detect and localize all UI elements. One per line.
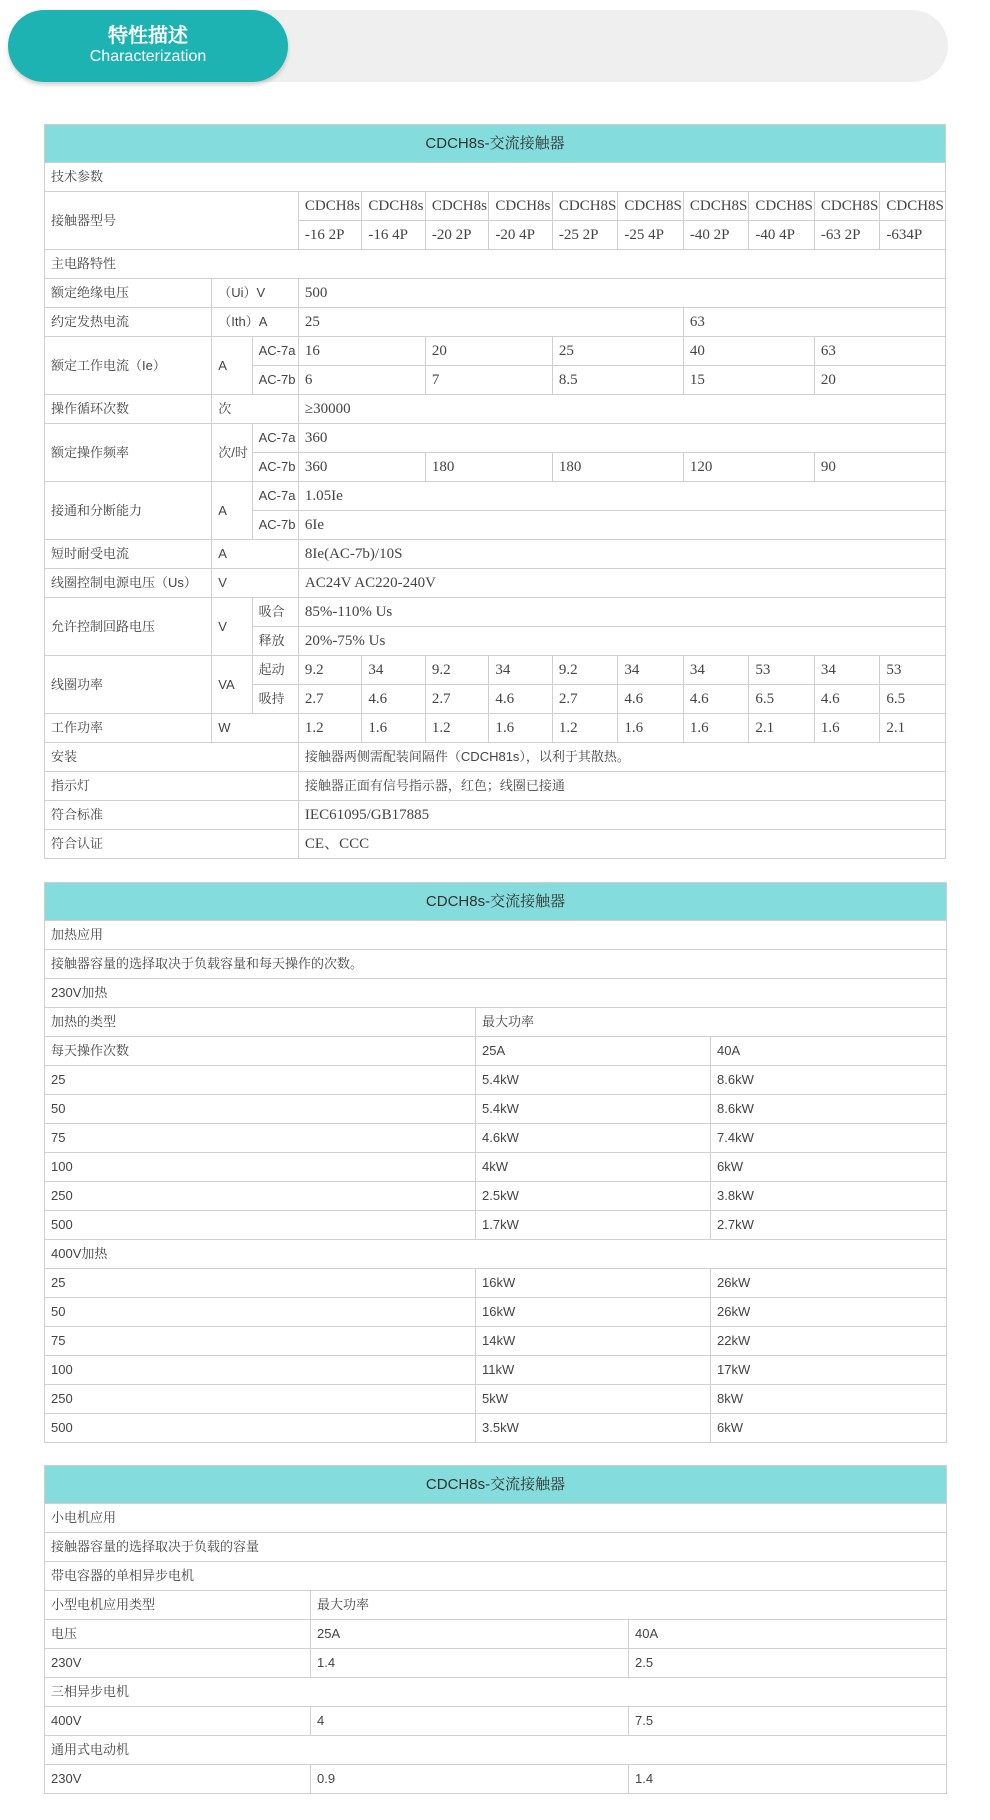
- column-header: 40A: [711, 1037, 947, 1066]
- param-value: 1.6: [683, 714, 749, 743]
- param-label: 约定发热电流: [45, 308, 212, 337]
- param-unit: A: [212, 540, 299, 569]
- table-cell: 7.5: [629, 1707, 947, 1736]
- table-row: [45, 1211, 947, 1240]
- table-row: [45, 743, 946, 772]
- param-unit: （Ui）V: [212, 279, 299, 308]
- param-unit: VA: [212, 656, 252, 714]
- table-row: [45, 598, 946, 627]
- model-cell: -20 2P: [425, 221, 488, 250]
- param-label: 安装: [45, 743, 299, 772]
- table-row: [45, 279, 946, 308]
- param-label: 额定绝缘电压: [45, 279, 212, 308]
- table-row: [45, 1066, 947, 1095]
- table-row: [45, 569, 946, 598]
- section-title-en: Characterization: [89, 48, 207, 65]
- table-row: [45, 1153, 947, 1182]
- table-row: [45, 1385, 947, 1414]
- table-cell: 75: [45, 1327, 476, 1356]
- param-value: 20: [425, 337, 552, 366]
- param-value: 6.5: [880, 685, 946, 714]
- model-cell: CDCH8S: [683, 192, 749, 221]
- table-row: [45, 1678, 947, 1707]
- table-cell: 26kW: [711, 1298, 947, 1327]
- param-label: 操作循环次数: [45, 395, 212, 424]
- table-row: [45, 1124, 947, 1153]
- table-row: [45, 1182, 947, 1211]
- param-value: 6: [298, 366, 425, 395]
- model-cell: CDCH8S: [880, 192, 946, 221]
- table-cell: 500: [45, 1414, 476, 1443]
- table-cell: 14kW: [476, 1327, 711, 1356]
- param-value: 6.5: [749, 685, 815, 714]
- param-value: 9.2: [298, 656, 361, 685]
- section-label: 230V加热: [45, 979, 947, 1008]
- param-value: 2.1: [749, 714, 815, 743]
- param-value: 63: [814, 337, 945, 366]
- table-row: [45, 801, 946, 830]
- table-title-row: [45, 125, 946, 163]
- model-cell: CDCH8S: [814, 192, 880, 221]
- table-row: [45, 337, 946, 366]
- table-cell: 2.5kW: [476, 1182, 711, 1211]
- param-label: 接通和分断能力: [45, 482, 212, 540]
- table-row: [45, 395, 946, 424]
- table-cell: 8.6kW: [711, 1095, 947, 1124]
- column-header: 最大功率: [311, 1591, 947, 1620]
- table-cell: 500: [45, 1211, 476, 1240]
- section-label: 小电机应用: [45, 1504, 947, 1533]
- param-value: 1.6: [814, 714, 880, 743]
- param-value: 34: [362, 656, 425, 685]
- param-value: 2.7: [425, 685, 488, 714]
- section-label: 加热应用: [45, 921, 947, 950]
- section-label: 400V加热: [45, 1240, 947, 1269]
- model-cell: -40 4P: [749, 221, 815, 250]
- table-cell: 26kW: [711, 1269, 947, 1298]
- param-value: 9.2: [552, 656, 618, 685]
- model-cell: CDCH8s: [489, 192, 552, 221]
- table-row: [45, 1620, 947, 1649]
- table-cell: 0.9: [311, 1765, 629, 1794]
- table-row: [45, 830, 946, 859]
- param-value: 63: [683, 308, 945, 337]
- table-row: [45, 1240, 947, 1269]
- model-cell: CDCH8s: [425, 192, 488, 221]
- table-cell: 7.4kW: [711, 1124, 947, 1153]
- table-cell: 100: [45, 1153, 476, 1182]
- table-cell: 6kW: [711, 1153, 947, 1182]
- table-cell: 50: [45, 1298, 476, 1327]
- param-value: 34: [489, 656, 552, 685]
- table-cell: 75: [45, 1124, 476, 1153]
- table-cell: 4.6kW: [476, 1124, 711, 1153]
- table-title-row: [45, 883, 947, 921]
- param-value: 360: [298, 453, 425, 482]
- param-label: 额定工作电流（Ie）: [45, 337, 212, 395]
- table-cell: 1.4: [629, 1765, 947, 1794]
- category-label: 起动: [252, 656, 298, 685]
- param-value: 20%-75% Us: [298, 627, 945, 656]
- param-value: 85%-110% Us: [298, 598, 945, 627]
- param-value: 4.6: [362, 685, 425, 714]
- category-label: AC-7b: [252, 511, 298, 540]
- table-cell: 6kW: [711, 1414, 947, 1443]
- table-cell: 5kW: [476, 1385, 711, 1414]
- model-cell: -25 2P: [552, 221, 618, 250]
- table-row: [45, 1008, 947, 1037]
- param-value: 接触器两侧需配装间隔件（CDCH81s），以利于其散热。: [298, 743, 945, 772]
- param-value: 40: [683, 337, 814, 366]
- param-label: 线圈控制电源电压（Us）: [45, 569, 212, 598]
- table-row: [45, 1765, 947, 1794]
- param-value: 15: [683, 366, 814, 395]
- param-value: 4.6: [618, 685, 684, 714]
- column-header: 40A: [629, 1620, 947, 1649]
- param-value: 34: [683, 656, 749, 685]
- section-title-zh: 特性描述: [108, 23, 188, 47]
- table-cell: 1.7kW: [476, 1211, 711, 1240]
- param-value: 4.6: [814, 685, 880, 714]
- column-header: 25A: [476, 1037, 711, 1066]
- model-cell: -20 4P: [489, 221, 552, 250]
- table-cell: 8.6kW: [711, 1066, 947, 1095]
- param-value: 6Ie: [298, 511, 945, 540]
- param-value: 1.6: [362, 714, 425, 743]
- category-label: AC-7a: [252, 424, 298, 453]
- param-value: 接触器正面有信号指示器，红色；线圈已接通: [298, 772, 945, 801]
- param-value: 7: [425, 366, 552, 395]
- table-row: [45, 1736, 947, 1765]
- section-title-pill: [8, 10, 288, 82]
- table-row: [45, 1327, 947, 1356]
- table-row: [45, 1707, 947, 1736]
- param-label: 允许控制回路电压: [45, 598, 212, 656]
- table-cell: 50: [45, 1095, 476, 1124]
- param-value: 9.2: [425, 656, 488, 685]
- table-row: [45, 424, 946, 453]
- table-cell: 2.5: [629, 1649, 947, 1678]
- section-label: 主电路特性: [45, 250, 946, 279]
- category-label: AC-7a: [252, 482, 298, 511]
- section-label: 三相异步电机: [45, 1678, 947, 1707]
- table-cell: 5.4kW: [476, 1095, 711, 1124]
- param-value: 2.7: [552, 685, 618, 714]
- param-value: 2.1: [880, 714, 946, 743]
- table-row: [45, 163, 946, 192]
- table-row: [45, 192, 946, 221]
- model-cell: -40 2P: [683, 221, 749, 250]
- param-value: 1.2: [552, 714, 618, 743]
- table-cell: 230V: [45, 1765, 311, 1794]
- table-title: CDCH8s-交流接触器: [45, 1466, 947, 1504]
- param-value: 500: [298, 279, 945, 308]
- column-header: 25A: [311, 1620, 629, 1649]
- param-value: 180: [425, 453, 552, 482]
- param-unit: 次: [212, 395, 299, 424]
- table-row: [45, 482, 946, 511]
- param-value: 90: [814, 453, 945, 482]
- table-row: [45, 921, 947, 950]
- param-unit: V: [212, 598, 252, 656]
- table-cell: 2.7kW: [711, 1211, 947, 1240]
- table-cell: 4kW: [476, 1153, 711, 1182]
- table-row: [45, 1269, 947, 1298]
- table-title: CDCH8s-交流接触器: [45, 125, 946, 163]
- param-value: 16: [298, 337, 425, 366]
- table-row: [45, 1298, 947, 1327]
- table-cell: 3.5kW: [476, 1414, 711, 1443]
- param-label: 符合认证: [45, 830, 299, 859]
- spec-table-motor: [44, 1465, 947, 1794]
- param-value: 8Ie(AC-7b)/10S: [298, 540, 945, 569]
- note-text: 接触器容量的选择取决于负载容量和每天操作的次数。: [45, 950, 947, 979]
- param-value: 34: [814, 656, 880, 685]
- param-value: 120: [683, 453, 814, 482]
- param-label: 线圈功率: [45, 656, 212, 714]
- table-cell: 1.4: [311, 1649, 629, 1678]
- table-cell: 8kW: [711, 1385, 947, 1414]
- table-row: [45, 656, 946, 685]
- table-row: [45, 540, 946, 569]
- table-row: [45, 308, 946, 337]
- param-label: 指示灯: [45, 772, 299, 801]
- param-value: 4.6: [489, 685, 552, 714]
- param-unit: W: [212, 714, 299, 743]
- param-value: 180: [552, 453, 683, 482]
- category-label: 释放: [252, 627, 298, 656]
- param-value: 360: [298, 424, 945, 453]
- table-row: [45, 1649, 947, 1678]
- table-cell: 16kW: [476, 1269, 711, 1298]
- table-cell: 4: [311, 1707, 629, 1736]
- table-title: CDCH8s-交流接触器: [45, 883, 947, 921]
- category-label: 吸合: [252, 598, 298, 627]
- model-cell: -16 2P: [298, 221, 361, 250]
- table-row: [45, 1037, 947, 1066]
- param-unit: V: [212, 569, 299, 598]
- table-title-row: [45, 1466, 947, 1504]
- category-label: 吸持: [252, 685, 298, 714]
- table-cell: 25: [45, 1269, 476, 1298]
- table-row: [45, 1356, 947, 1385]
- param-value: 25: [298, 308, 683, 337]
- param-value: 25: [552, 337, 683, 366]
- table-cell: 16kW: [476, 1298, 711, 1327]
- table-row: [45, 950, 947, 979]
- table-cell: 100: [45, 1356, 476, 1385]
- param-value: 1.2: [425, 714, 488, 743]
- table-cell: 11kW: [476, 1356, 711, 1385]
- param-label: 符合标准: [45, 801, 299, 830]
- param-value: 1.05Ie: [298, 482, 945, 511]
- table-row: [45, 1095, 947, 1124]
- table-cell: 22kW: [711, 1327, 947, 1356]
- param-value: 1.6: [618, 714, 684, 743]
- param-value: CE、CCC: [298, 830, 945, 859]
- section-label: 带电容器的单相异步电机: [45, 1562, 947, 1591]
- table-row: [45, 714, 946, 743]
- table-cell: 400V: [45, 1707, 311, 1736]
- param-label: 短时耐受电流: [45, 540, 212, 569]
- model-cell: -63 2P: [814, 221, 880, 250]
- table-cell: 3.8kW: [711, 1182, 947, 1211]
- param-value: ≥30000: [298, 395, 945, 424]
- table-cell: 5.4kW: [476, 1066, 711, 1095]
- spec-table-heating: [44, 882, 947, 1443]
- category-label: AC-7a: [252, 337, 298, 366]
- model-cell: CDCH8S: [618, 192, 684, 221]
- table-cell: 250: [45, 1182, 476, 1211]
- table-row: [45, 772, 946, 801]
- param-unit: （Ith）A: [212, 308, 299, 337]
- model-cell: CDCH8s: [362, 192, 425, 221]
- table-row: [45, 1562, 947, 1591]
- model-cell: -634P: [880, 221, 946, 250]
- table-row: [45, 1414, 947, 1443]
- column-header: 最大功率: [476, 1008, 947, 1037]
- section-label: 技术参数: [45, 163, 946, 192]
- model-cell: CDCH8s: [298, 192, 361, 221]
- note-text: 接触器容量的选择取决于负载的容量: [45, 1533, 947, 1562]
- param-value: 53: [880, 656, 946, 685]
- param-unit: A: [212, 337, 252, 395]
- category-label: AC-7b: [252, 366, 298, 395]
- table-row: [45, 1504, 947, 1533]
- param-value: 53: [749, 656, 815, 685]
- table-row: [45, 250, 946, 279]
- model-cell: -16 4P: [362, 221, 425, 250]
- param-unit: 次/时: [212, 424, 252, 482]
- spec-table-technical: [44, 124, 946, 859]
- table-cell: 230V: [45, 1649, 311, 1678]
- param-value: 20: [814, 366, 945, 395]
- param-label: 额定操作频率: [45, 424, 212, 482]
- section-label: 通用式电动机: [45, 1736, 947, 1765]
- model-cell: -25 4P: [618, 221, 684, 250]
- param-value: 4.6: [683, 685, 749, 714]
- column-header: 加热的类型: [45, 1008, 476, 1037]
- model-label: 接触器型号: [45, 192, 299, 250]
- column-header: 每天操作次数: [45, 1037, 476, 1066]
- param-value: IEC61095/GB17885: [298, 801, 945, 830]
- table-row: [45, 1591, 947, 1620]
- category-label: AC-7b: [252, 453, 298, 482]
- table-cell: 25: [45, 1066, 476, 1095]
- param-value: 2.7: [298, 685, 361, 714]
- param-label: 工作功率: [45, 714, 212, 743]
- param-value: 8.5: [552, 366, 683, 395]
- param-value: AC24V AC220-240V: [298, 569, 945, 598]
- param-unit: A: [212, 482, 252, 540]
- table-cell: 17kW: [711, 1356, 947, 1385]
- param-value: 1.2: [298, 714, 361, 743]
- column-header: 电压: [45, 1620, 311, 1649]
- column-header: 小型电机应用类型: [45, 1591, 311, 1620]
- param-value: 34: [618, 656, 684, 685]
- table-row: [45, 1533, 947, 1562]
- model-cell: CDCH8S: [552, 192, 618, 221]
- param-value: 1.6: [489, 714, 552, 743]
- table-row: [45, 979, 947, 1008]
- model-cell: CDCH8S: [749, 192, 815, 221]
- table-cell: 250: [45, 1385, 476, 1414]
